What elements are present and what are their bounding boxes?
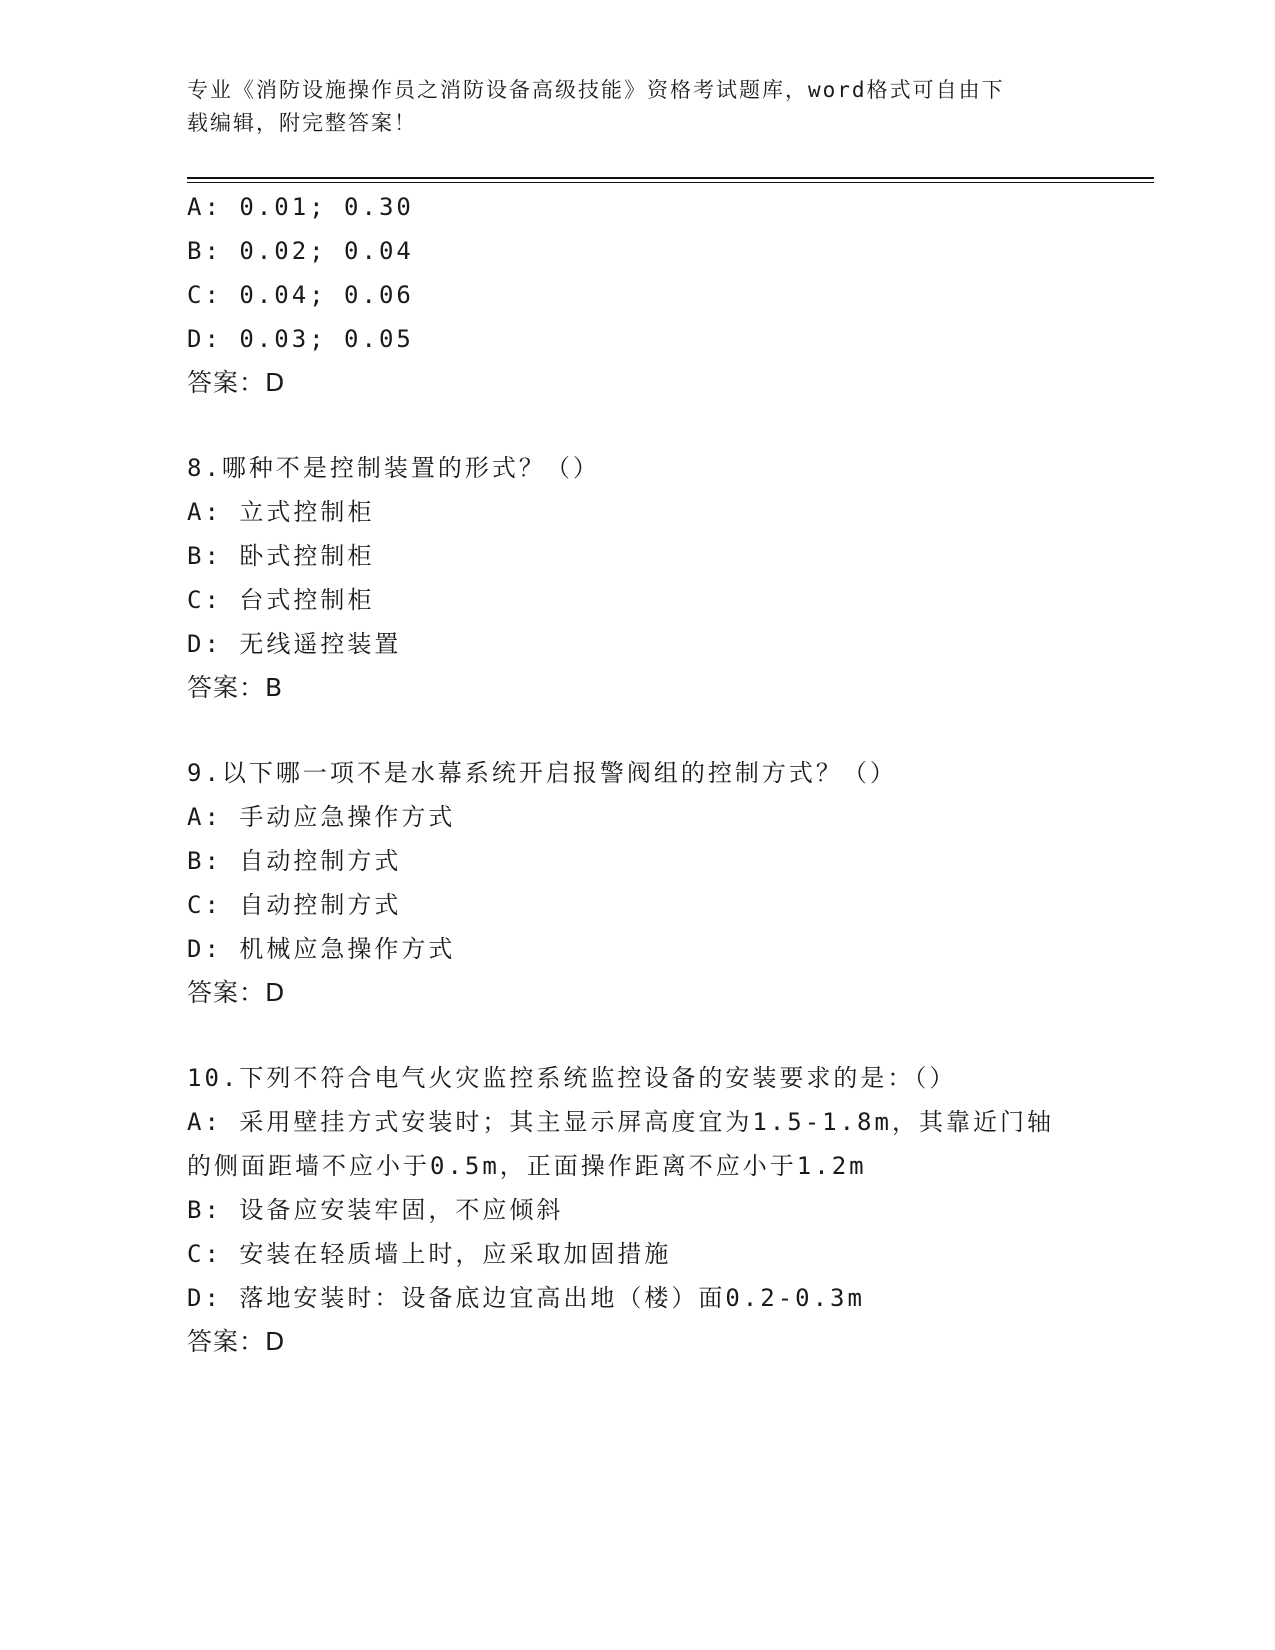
q7-answer: 答案：D <box>187 368 286 397</box>
header-divider-thin <box>187 182 1154 183</box>
q10-option-c: C: 安装在轻质墙上时，应采取加固措施 <box>187 1240 672 1268</box>
q8-question: 8.哪种不是控制装置的形式？（） <box>187 454 600 482</box>
q7-option-c: C: 0.04; 0.06 <box>187 281 414 309</box>
q10-option-a-line-1: A: 采用壁挂方式安装时；其主显示屏高度宜为1.5-1.8m，其靠近门轴 <box>187 1108 1054 1136</box>
q9-option-b: B: 自动控制方式 <box>187 847 402 875</box>
q10-answer: 答案：D <box>187 1327 286 1356</box>
q7-option-d: D: 0.03; 0.05 <box>187 325 414 353</box>
header-line-1: 专业《消防设施操作员之消防设备高级技能》资格考试题库，word格式可自由下 <box>187 78 1005 102</box>
q7-option-a: A: 0.01; 0.30 <box>187 193 414 221</box>
header-line-2: 载编辑，附完整答案！ <box>187 111 417 135</box>
header-divider-thick <box>187 177 1154 179</box>
q8-option-d: D: 无线遥控装置 <box>187 630 402 658</box>
q9-question: 9.以下哪一项不是水幕系统开启报警阀组的控制方式？（） <box>187 759 897 787</box>
q8-option-c: C: 台式控制柜 <box>187 586 375 614</box>
q10-option-a-line-2: 的侧面距墙不应小于0.5m，正面操作距离不应小于1.2m <box>187 1152 867 1180</box>
q10-question: 10.下列不符合电气火灾监控系统监控设备的安装要求的是：（） <box>187 1064 957 1092</box>
q9-option-d: D: 机械应急操作方式 <box>187 935 456 963</box>
q8-answer: 答案：B <box>187 673 284 702</box>
q7-option-b: B: 0.02; 0.04 <box>187 237 414 265</box>
document-header <box>187 74 1067 140</box>
q9-option-c: C: 自动控制方式 <box>187 891 402 919</box>
q9-answer: 答案：D <box>187 978 286 1007</box>
q9-option-a: A: 手动应急操作方式 <box>187 803 456 831</box>
q8-option-b: B: 卧式控制柜 <box>187 542 375 570</box>
q10-option-d: D: 落地安装时：设备底边宜高出地（楼）面0.2-0.3m <box>187 1284 865 1312</box>
q10-option-b: B: 设备应安装牢固，不应倾斜 <box>187 1196 564 1224</box>
q8-option-a: A: 立式控制柜 <box>187 498 375 526</box>
